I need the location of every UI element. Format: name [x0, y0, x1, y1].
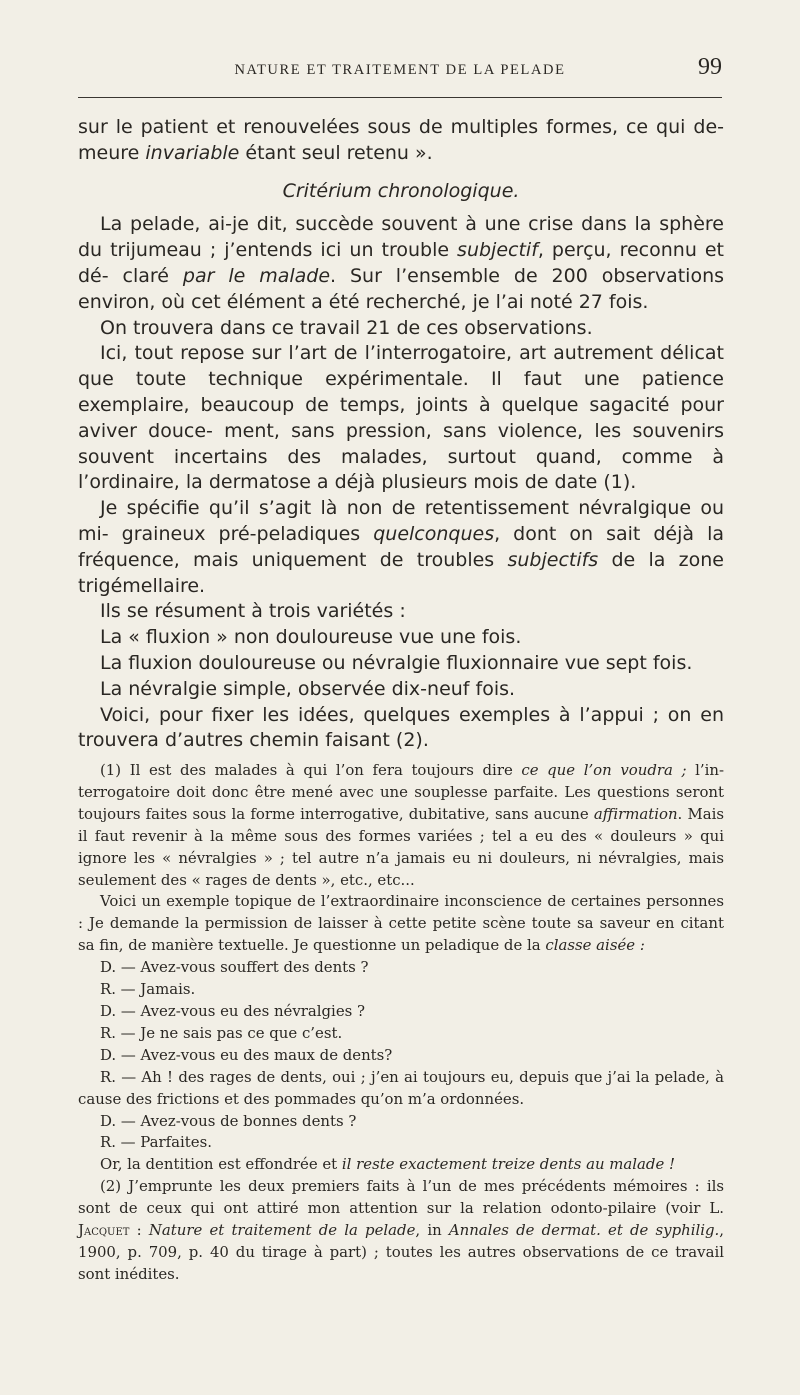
- paragraph: On trouvera dans ce travail 21 de ces observations.: [100, 316, 593, 339]
- footnote-2: (2) J’emprunte les deux premiers faits à l’un de mes précédents mémoires : ils sont de ceux qui ont attiré mon attention sur la relation odonto-pilaire (voir L. Jacquet : Nature et traitement de la pelade, in Annales de dermat. et de syphilig., 1900, p. 709, p. 40 du tirage à part) ; toutes les autres observations de ce travail sont inédites.: [78, 1177, 724, 1283]
- dialogue-line: R. — Ah ! des rages de dents, oui ; j’en ai toujours eu, depuis que j’ai la pelade, à cause des frictions et des pommades qu’on m’a ordonnées.: [78, 1067, 724, 1108]
- paragraph: Ils se résument à trois variétés :: [100, 600, 406, 623]
- dialogue-line: D. — Avez-vous souffert des dents ?: [100, 958, 369, 977]
- main-text: [78, 115, 724, 754]
- paragraph: La « fluxion » non douloureuse vue une fois.: [100, 626, 522, 649]
- page-number: 99: [698, 54, 722, 80]
- page-header: [78, 52, 722, 84]
- running-title: NATURE ET TRAITEMENT DE LA PELADE: [234, 62, 566, 78]
- paragraph: Ici, tout repose sur l’art de l’interrogatoire, art autrement délicat que toute technique expérimentale. Il faut une patience exemplaire, beaucoup de temps, joints à quelque sagacité pour aviver douce- ment, sans pression, sans violence, les souvenirs souvent incertains des malades, surtout quand, comme à l’ordinaire, la dermatose a déjà plusieurs mois de date (1).: [78, 342, 724, 494]
- dialogue-line: R. — Je ne sais pas ce que c’est.: [100, 1023, 343, 1042]
- dialogue-line: D. — Avez-vous eu des maux de dents?: [100, 1045, 393, 1064]
- paragraph: La névralgie simple, observée dix-neuf fois.: [100, 677, 516, 700]
- footnote-1: (1) Il est des malades à qui l’on fera toujours dire ce que l’on voudra ; l’in- terrogatoire doit donc être mené avec une souplesse parfaite. Les questions seront toujours faites sous la forme interrogative, dubitative, sans aucune affirmation. Mais il faut revenir à la même sous des formes variées ; tel a eu des « douleurs » qui ignore les « névralgies » ; tel autre n’a jamais eu ni douleurs, ni névralgies, mais seulement des « rages de dents », etc., etc...: [78, 761, 724, 889]
- header-rule: [78, 97, 722, 98]
- paragraph: Voici, pour fixer les idées, quelques exemples à l’appui ; on en trouvera d’autres chemin faisant (2).: [78, 703, 724, 752]
- dialogue-line: D. — Avez-vous de bonnes dents ?: [100, 1111, 357, 1130]
- section-title: Critérium chronologique.: [282, 179, 520, 202]
- footnote-paragraph: Voici un exemple topique de l’extraordinaire inconscience de certaines personnes : Je demande la permission de laisser à cette petite scène toute sa saveur en citant sa fin, de manière textuelle. Je questionne un peladique de la classe aisée :: [78, 892, 724, 955]
- paragraph: Je spécifie qu’il s’agit là non de retentissement névralgique ou mi- graineux pré-peladiques quelconques, dont on sait déjà la fréquence, mais uniquement de troubles subjectifs de la zone trigémellaire.: [78, 497, 724, 597]
- dialogue-line: R. — Jamais.: [100, 980, 196, 999]
- footnotes: [78, 760, 724, 1286]
- dialogue-line: D. — Avez-vous eu des névralgies ?: [100, 1001, 365, 1020]
- paragraph: La fluxion douloureuse ou névralgie fluxionnaire vue sept fois.: [100, 651, 693, 674]
- paragraph: La pelade, ai-je dit, succède souvent à une crise dans la sphère du trijumeau ; j’entends ici un trouble subjectif, perçu, reconnu et dé- claré par le malade. Sur l’ensemble de 200 observations environ, où cet élément a été recherché, je l’ai noté 27 fois.: [78, 213, 725, 313]
- dialogue-line: R. — Parfaites.: [100, 1133, 212, 1152]
- footnote-paragraph: Or, la dentition est effondrée et il reste exactement treize dents au malade !: [100, 1155, 675, 1174]
- paragraph: sur le patient et renouvelées sous de multiples formes, ce qui de- meure invariable étant seul retenu ».: [78, 116, 724, 164]
